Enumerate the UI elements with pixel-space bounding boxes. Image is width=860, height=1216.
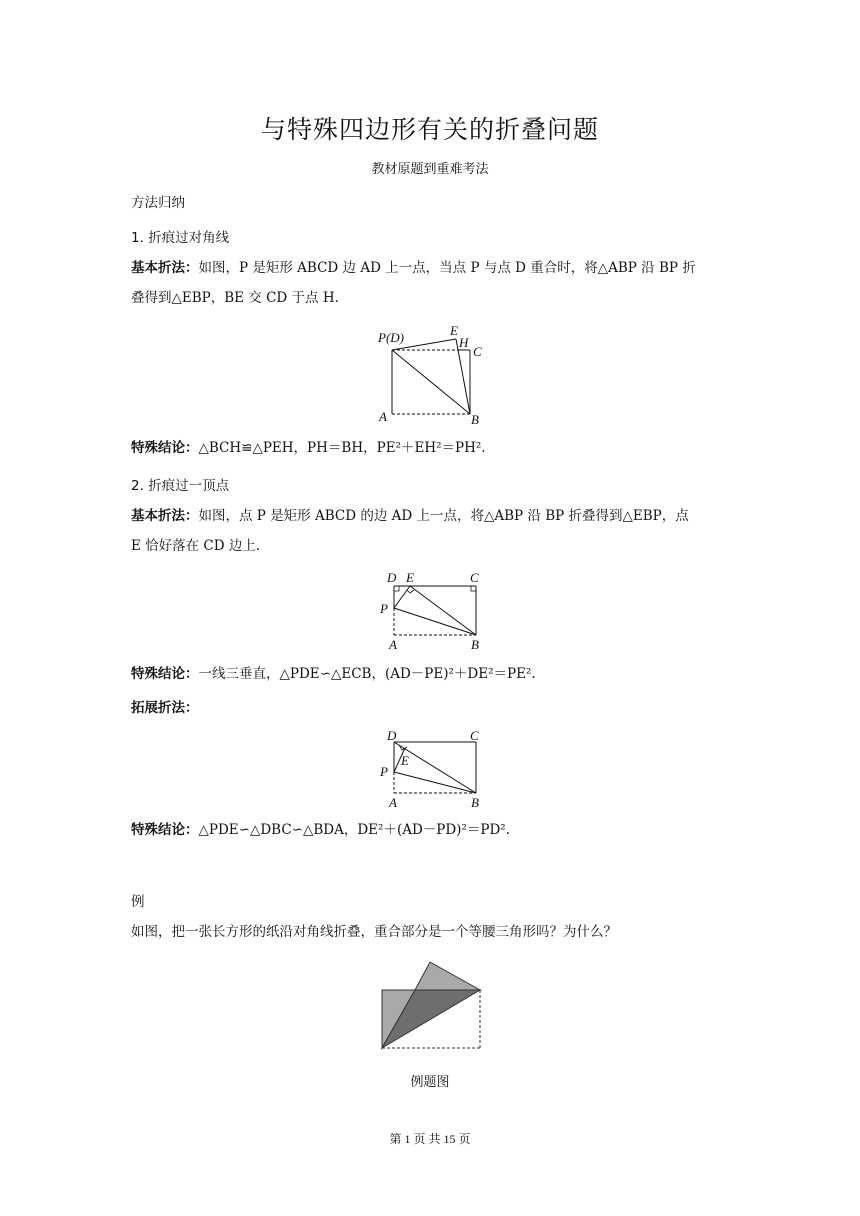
page-footer: 第 1 页 共 15 页: [389, 1132, 471, 1146]
item1-basic-label: 基本折法：: [131, 260, 199, 276]
fig1-label-a: A: [379, 409, 387, 424]
item1-conclusion-label: 特殊结论：: [131, 440, 199, 456]
example-question: 如图，把一张长方形的纸沿对角线折叠，重合部分是一个等腰三角形吗？为什么？: [131, 924, 617, 940]
item2-basic-text: [131, 501, 731, 561]
figure-fold-diagonal: [370, 320, 500, 430]
item2-conclusion-text: 一线三垂直，△PDE∽△ECB，(AD－PE)²＋DE²＝PE².: [198, 666, 536, 682]
figure-example-fold: [370, 955, 492, 1055]
fig3-label-c: C: [470, 728, 479, 743]
fig1-diagonal-pb: [392, 350, 470, 414]
fig1-label-c: C: [473, 344, 482, 359]
page-title: 与特殊四边形有关的折叠问题: [260, 115, 599, 144]
fig2-right-angle-e: [407, 590, 414, 593]
fig3-label-e: E: [401, 753, 409, 768]
extend-conclusion-text: △PDE∽△DBC∽△BDA，DE²＋(AD－PD)²＝PD².: [198, 822, 510, 838]
page-subtitle: 教材原题到重难考法: [371, 162, 489, 177]
fig2-label-d: D: [387, 570, 397, 585]
item2-conclusion-label: 特殊结论：: [131, 666, 199, 682]
fig1-label-h: H: [459, 335, 469, 350]
example-folded-flap: [415, 962, 480, 990]
item2-basic-label: 基本折法：: [131, 508, 199, 524]
fig2-right-angle-c: [471, 586, 476, 591]
fig3-label-a: A: [389, 795, 397, 810]
item1-conclusion: [131, 433, 731, 463]
fig2-label-e: E: [406, 570, 414, 585]
fig2-right-angle-d: [394, 586, 399, 591]
extend-conclusion-label: 特殊结论：: [131, 822, 199, 838]
fig3-line-pb: [394, 772, 476, 793]
fig1-label-pd: P(D): [378, 330, 404, 345]
item1-basic-text: [131, 253, 731, 313]
fig2-label-b: B: [471, 637, 479, 652]
example-caption: 例题图: [410, 1075, 450, 1090]
item1-basic-line1: 如图，P 是矩形 ABCD 边 AD 上一点，当点 P 与点 D 重合时，将△ABP 沿 BP 折: [198, 260, 696, 276]
fig2-line-eb: [410, 586, 476, 635]
fig1-label-b: B: [471, 412, 479, 427]
fig3-label-p: P: [380, 764, 388, 779]
fig3-label-b: B: [471, 795, 479, 810]
fig1-label-e: E: [450, 323, 458, 338]
item2-basic-line1: 如图，点 P 是矩形 ABCD 的边 AD 上一点，将△ABP 沿 BP 折叠得到△EBP，点: [198, 508, 689, 524]
fig2-label-p: P: [380, 601, 388, 616]
item2-basic-line2: E 恰好落在 CD 边上.: [131, 538, 261, 554]
item1-heading: 1. 折痕过对角线: [131, 230, 230, 246]
item1-basic-line2: 叠得到△EBP，BE 交 CD 于点 H.: [131, 290, 339, 306]
fig2-line-pb: [394, 608, 476, 635]
figure-fold-extend: [374, 726, 494, 812]
item2-conclusion: [131, 659, 731, 689]
extend-conclusion: [131, 815, 731, 845]
example-heading: 例: [131, 894, 145, 910]
extend-heading: [131, 693, 731, 723]
item1-conclusion-text: △BCH≌△PEH，PH＝BH，PE²＋EH²＝PH².: [198, 440, 486, 456]
fig2-line-pe: [394, 586, 410, 608]
extend-label: 拓展折法：: [131, 700, 199, 716]
fig3-label-d: D: [387, 728, 397, 743]
section-heading-method: 方法归纳: [131, 195, 185, 211]
figure-fold-vertex: [374, 568, 494, 654]
fig2-label-c: C: [470, 570, 479, 585]
item2-heading: 2. 折痕过一顶点: [131, 478, 230, 494]
fig2-label-a: A: [389, 637, 397, 652]
